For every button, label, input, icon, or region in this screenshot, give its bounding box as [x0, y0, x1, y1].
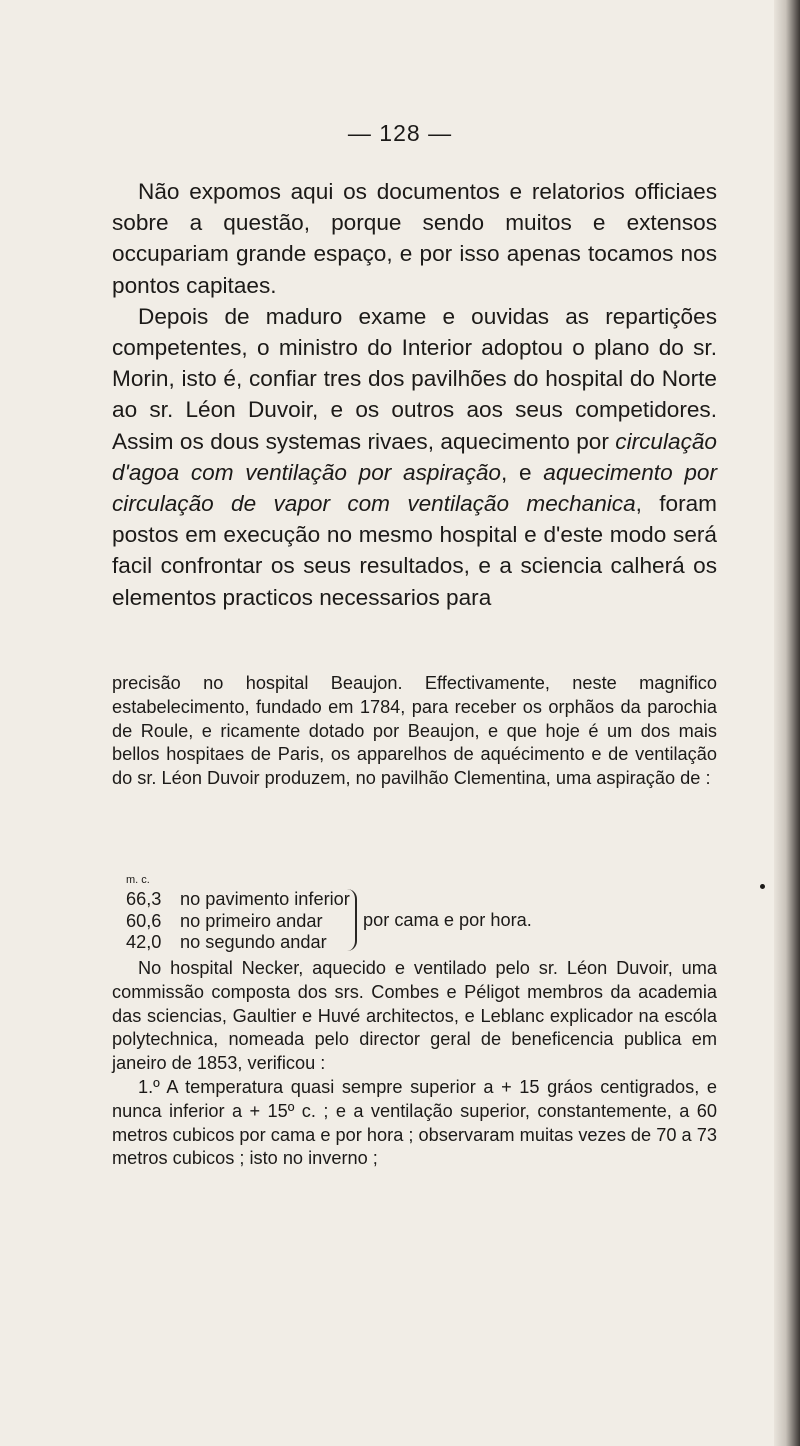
table-label: no primeiro andar — [180, 910, 323, 931]
table-row — [126, 911, 340, 933]
page-number: — 128 — — [347, 120, 453, 146]
paragraph-2-lead: Depois de maduro exame e ouvidas as repartições competentes, o ministro do Interior adoptou o plano do sr. Morin, isto é, confiar tres dos pavilhões do hospital do Norte ao sr. Léon Duvoir, e os outros aos seus competidores. Assim os dous systemas rivaes, aquecimento por — [112, 303, 717, 454]
brace-label: por cama e por hora. — [363, 910, 532, 930]
aspiration-table — [126, 873, 532, 954]
table-unit: m. c. — [126, 874, 150, 886]
paragraph-2 — [112, 301, 717, 613]
paragraph-4: No hospital Necker, aquecido e ventilado pelo sr. Léon Duvoir, uma commissão composta dos srs. Combes e Péligot membros da academia das sciencias, Gaultier e Huvé architectos, e Leblanc explicador na escóla polytechnica, nomeada pelo director geral de beneficencia publica em janeiro de 1853, verificou : — [112, 958, 717, 1074]
paragraph-2-tail: , foram postos em execução no mesmo hospital e d'este modo será facil confrontar os seus resultados, e a sciencia calherá os elementos practicos necessarios para — [112, 491, 718, 610]
table-row — [126, 889, 350, 911]
table-value: 60,6 — [126, 910, 162, 931]
paragraph-3: precisão no hospital Beaujon. Effectivamente, neste magnifico estabelecimento, fundado em 1784, para receber os orphãos da parochia de Roule, e ricamente dotado por Beaujon, e que hoje é um dos mais bellos hospitaes de Paris, os apparelhos de aquécimento e de ventilação do sr. Léon Duvoir produzem, no pavilhão Clementina, uma aspiração de : — [112, 673, 717, 789]
paragraph-5: 1.º A temperatura quasi sempre superior a + 15 gráos centigrados, e nunca inferior a + 15º c. ; e a ventilação superior, constantemente, a 60 metros cubicos por cama e por hora ; observaram muitas vezes de 70 a 73 metros cubicos ; isto no inverno ; — [112, 1076, 717, 1169]
book-spine-shadow — [774, 0, 800, 1446]
table-label: no pavimento inferior — [180, 889, 350, 909]
paragraph-2-mid: , e — [501, 459, 544, 485]
table-row — [126, 932, 340, 954]
table-value: 66,3 — [126, 889, 162, 909]
table-value: 42,0 — [126, 932, 162, 952]
paragraph-2-italic-1: circulação d'agoa com ventilação por aspiração — [112, 428, 717, 485]
large-text-section — [112, 176, 717, 613]
paragraph-1: Não expomos aqui os documentos e relatorios officiaes sobre a questão, porque sendo muitos e extensos occupariam grande espaço, e por isso apenas tocamos nos pontos capitaes. — [112, 179, 717, 298]
commission-section — [112, 957, 717, 1171]
right-brace — [345, 889, 357, 951]
footnote-section — [112, 672, 717, 791]
table-label: no segundo andar — [180, 932, 327, 952]
paragraph-2-italic-2: aquecimento por circulação de vapor com ventilação mechanica — [112, 459, 717, 517]
ink-spot — [760, 884, 765, 889]
